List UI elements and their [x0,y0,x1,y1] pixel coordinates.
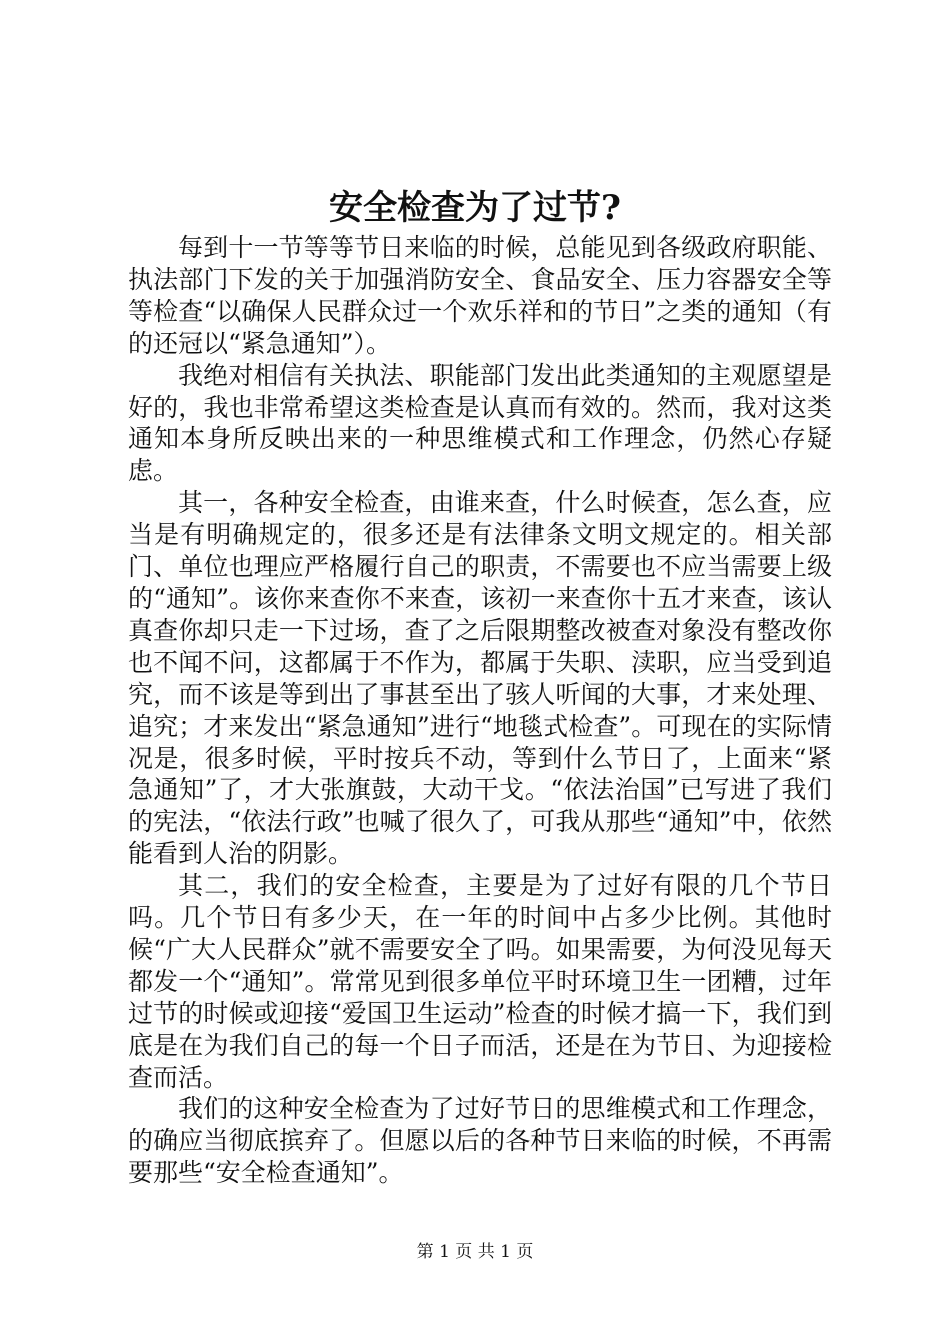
document-title: 安全检查为了过节? [329,188,621,228]
page-footer: 第 1 页 共 1 页 [416,1242,534,1262]
paragraph: 其一，各种安全检查，由谁来查，什么时候查，怎么查，应当是有明确规定的，很多还是有法律条文明文规定的。相关部门、单位也理应严格履行自己的职责，不需要也不应当需要上级的“通知”。该你来查你不来查，该初一来查你十五才来查，该认真查你却只走一下过场，查了之后限期整改被查对象没有整改你也不闻不问，这都属于不作为，都属于失职、渎职，应当受到追究，而不该是等到出了事甚至出了骇人听闻的大事，才来处理、追究；才来发出“紧急通知”进行“地毯式检查”。可现在的实际情况是，很多时候，平时按兵不动，等到什么节日了，上面来“紧急通知”了，才大张旗鼓，大动干戈。“依法治国”已写进了我们的宪法，“依法行政”也喊了很久了，可我从那些“通知”中，依然能看到人治的阴影。 [128,488,832,869]
paragraph: 我绝对相信有关执法、职能部门发出此类通知的主观愿望是好的，我也非常希望这类检查是认真而有效的。然而，我对这类通知本身所反映出来的一种思维模式和工作理念，仍然心存疑虑。 [128,360,832,486]
paragraph: 我们的这种安全检查为了过好节日的思维模式和工作理念，的确应当彻底摈弃了。但愿以后的各种节日来临的时候，不再需要那些“安全检查通知”。 [128,1094,832,1188]
document-body [128,232,832,1189]
paragraph: 其二，我们的安全检查，主要是为了过好有限的几个节日吗。几个节日有多少天，在一年的时间中占多少比例。其他时候“广大人民群众”就不需要安全了吗。如果需要，为何没见每天都发一个“通知”。常常见到很多单位平时环境卫生一团糟，过年过节的时候或迎接“爱国卫生运动”检查的时候才搞一下，我们到底是在为我们自己的每一个日子而活，还是在为节日、为迎接检查而活。 [128,871,832,1092]
paragraph: 每到十一节等等节日来临的时候，总能见到各级政府职能、执法部门下发的关于加强消防安全、食品安全、压力容器安全等等检查“以确保人民群众过一个欢乐祥和的节日”之类的通知（有的还冠以“紧急通知”）。 [128,233,832,358]
